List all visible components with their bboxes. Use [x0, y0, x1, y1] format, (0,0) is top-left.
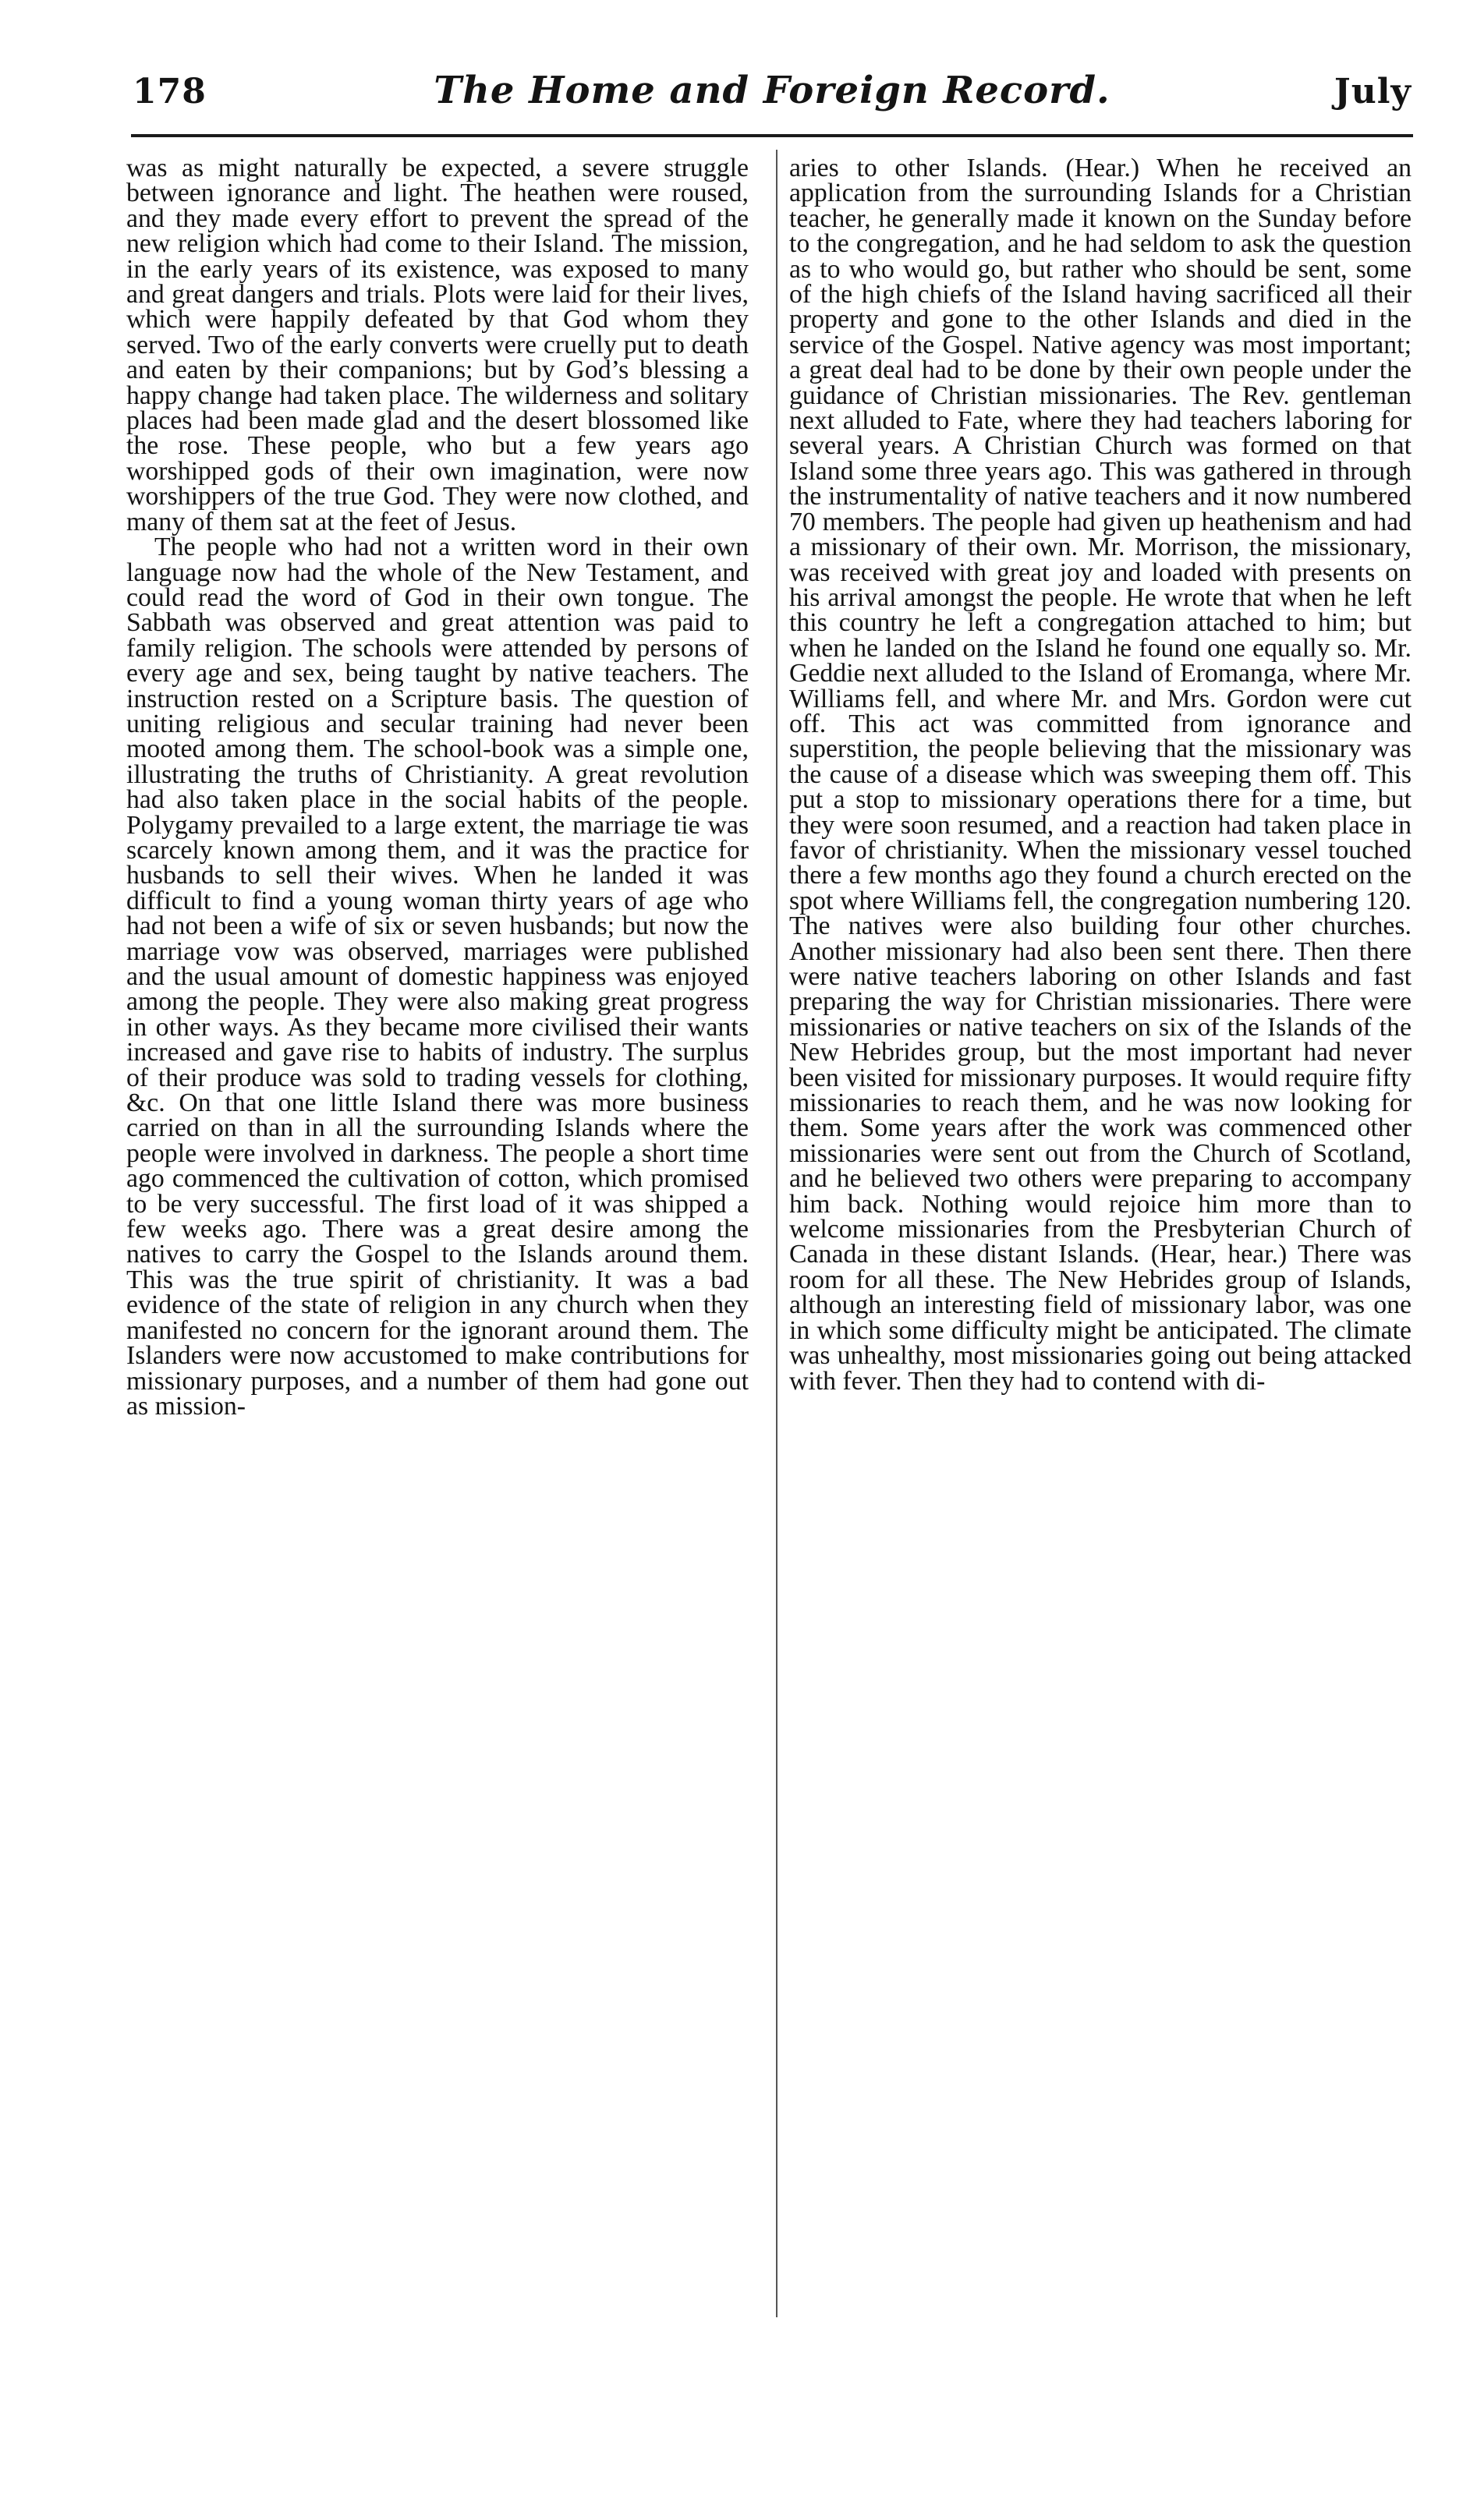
issue-month: July	[1334, 72, 1412, 111]
left-column	[126, 156, 749, 1419]
running-title: The Home and Foreign Record.	[434, 69, 1110, 112]
paragraph: aries to other Islands. (Hear.) When he received an application from the surrounding Islands for a Christian teacher, he generally made it known on the Sunday before to the congregation, and he had seldom to ask the question as to who would go, but rather who should be sent, some of the high chiefs of the Island having sacrificed all their property and gone to the other Islands and died in the service of the Gospel. Native agency was most important; a great deal had to be done by their own people under the guidance of Christian missionaries. The Rev. gentleman next alluded to Fate, where they had teachers laboring for several years. A Christian Church was formed on that Island some three years ago. This was gathered in through the instrumentality of native teachers and it now numbered 70 members. The people had given up heathenism and had a missionary of their own. Mr. Morrison, the missionary, was received with great joy and loaded with presents on his arrival amongst the people. He wrote that when he left this country he left a congregation attached to him; but when he landed on the Island he found one equally so. Mr. Geddie next alluded to the Island of Eromanga, where Mr. Williams fell, and where Mr. and Mrs. Gordon were cut off. This act was committed from ignorance and superstition, the people believing that the missionary was the cause of a disease which was sweeping them off. This put a stop to missionary operations there for a time, but they were soon resumed, and a reaction had taken place in favor of christianity. When the missionary vessel touched there a few months ago they found a church erected on the spot where Williams fell, the congregation numbering 120. The natives were also building four other churches. Another missionary had also been sent there. Then there were native teachers laboring on other Islands and fast preparing the way for Christian missionaries. There were missionaries or native teachers on six of the Islands of the New Hebrides group, but the most important had never been visited for missionary purposes. It would require fifty missionaries to reach them, and he was now looking for them. Some years after the work was commenced other missionaries were sent out from the Church of Scotland, and he believed two others were preparing to accompany him back. Nothing would rejoice him more than to welcome missionaries from the Presbyterian Church of Canada in these distant Islands. (Hear, hear.) There was room for all these. The New Hebrides group of Islands, although an interesting field of missionary labor, was one in which some difficulty might be anticipated. The climate was unhealthy, most missionaries going out being attacked with fever. Then they had to contend with di-	[789, 154, 1412, 1396]
page-header	[133, 69, 1412, 120]
column-divider	[776, 150, 778, 2317]
header-rule	[131, 134, 1413, 137]
right-column	[789, 156, 1412, 1394]
page-number: 178	[133, 72, 207, 111]
paragraph: The people who had not a written word in their own language now had the whole of the New Testament, and could read the word of God in their own tongue. The Sabbath was observed and great attention was paid to family religion. The schools were attended by persons of every age and sex, being taught by native teachers. The instruction rested on a Scripture basis. The question of uniting religious and secular training had never been mooted among them. The school-book was a simple one, illustrating the truths of Christianity. A great revolution had also taken place in the social habits of the people. Polygamy prevailed to a large extent, the marriage tie was scarcely known among them, and it was the practice for husbands to sell their wives. When he landed it was difficult to find a young woman thirty years of age who had not been a wife of six or seven husbands; but now the marriage vow was observed, marriages were published and the usual amount of domestic happiness was enjoyed among the people. They were also making great progress in other ways. As they became more civilised their wants increased and gave rise to habits of industry. The surplus of their produce was sold to trading vessels for clothing, &c. On that one little Island there was more business carried on than in all the surrounding Islands where the people were involved in darkness. The people a short time ago commenced the cultivation of cotton, which promised to be very successful. The first load of it was shipped a few weeks ago. There was a great desire among the natives to carry the Gospel to the Islands around them. This was the true spirit of christianity. It was a bad evidence of the state of religion in any church when they manifested no concern for the ignorant around them. The Islanders were now accustomed to make contributions for missionary purposes, and a number of them had gone out as mission-	[126, 533, 749, 1421]
paragraph: was as might naturally be expected, a severe struggle between ignorance and light. The heathen were roused, and they made every effort to prevent the spread of the new religion which had come to their Island. The mission, in the early years of its existence, was exposed to many and great dangers and trials. Plots were laid for their lives, which were happily defeated by that God whom they served. Two of the early converts were cruelly put to death and eaten by their companions; but by God’s blessing a happy change had taken place. The wilderness and solitary places had been made glad and the desert blossomed like the rose. These people, who but a few years ago worshipped gods of their own imagination, were now worshippers of the true God. They were now clothed, and many of them sat at the feet of Jesus.	[126, 154, 749, 536]
